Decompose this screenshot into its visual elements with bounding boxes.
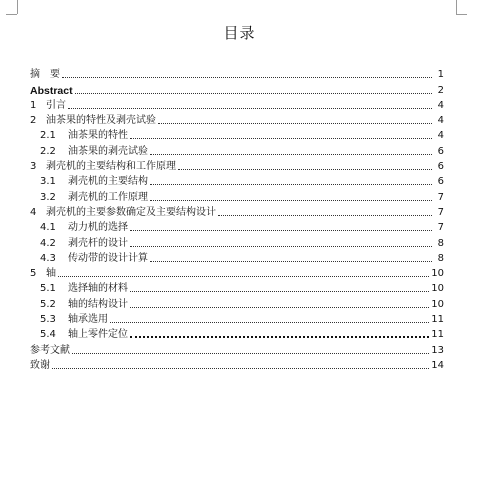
toc-entry[interactable] [30,158,444,173]
toc-entry-page-number: 6 [437,145,444,157]
toc-entry-title: 轴上零件定位 [68,329,128,341]
toc-dot-leader [158,123,432,124]
toc-entry-page-number: 10 [431,298,444,310]
toc-dot-leader [58,276,429,277]
toc-entry-title: 致谢 [30,359,50,371]
toc-entry-number: 2.1 [40,130,56,142]
toc-entry-page-number: 4 [437,130,444,142]
crop-mark-top-left-vertical [17,0,18,14]
toc-dot-leader [150,200,432,201]
toc-dot-leader [68,108,432,109]
toc-entry-page-number: 7 [437,206,444,218]
toc-dot-leader [150,261,432,262]
toc-entry-page-number: 4 [437,99,444,111]
toc-entry[interactable] [30,326,444,341]
toc-entry[interactable] [30,341,444,356]
toc-entry[interactable] [30,112,444,127]
toc-entry-title: 轴的结构设计 [68,298,128,310]
toc-entry-title: 传动带的设计计算 [68,252,148,264]
toc-entry[interactable] [30,142,444,157]
toc-entry-title: 动力机的选择 [68,222,128,234]
toc-dot-leader [130,230,432,231]
toc-entry-number: 4 [30,206,37,218]
toc-entry-number: 5.3 [40,314,56,326]
crop-mark-top-left-horizontal [6,14,17,15]
toc-entry-title: 参考文献 [30,344,70,356]
toc-dot-leader [130,138,432,139]
toc-entry-page-number: 11 [431,329,444,341]
toc-entry-number: 4.3 [40,252,56,264]
toc-entry[interactable] [30,66,444,81]
toc-entry-page-number: 2 [437,84,444,96]
toc-dot-leader [130,246,432,247]
toc-dot-leader [130,307,429,308]
toc-entry-title: 油茶果的剥壳试验 [68,145,148,157]
toc-dot-leader [150,154,432,155]
toc-entry-title: 引言 [46,99,66,111]
toc-entry-title: 选择轴的材料 [68,283,128,295]
toc-entry[interactable] [30,295,444,310]
crop-mark-top-right-horizontal [456,14,467,15]
toc-entry-title: 剥壳机的主要参数确定及主要结构设计 [46,206,216,218]
toc-entry[interactable] [30,234,444,249]
toc-entry-number: 3.2 [40,191,56,203]
toc-entry-page-number: 14 [431,359,444,371]
toc-dot-leader [75,93,432,94]
toc-dot-leader [72,353,429,354]
toc-entry-title: 油茶果的特性 [68,130,128,142]
toc-entry-page-number: 13 [431,344,444,356]
toc-entry-page-number: 6 [437,176,444,188]
toc-entry-page-number: 7 [437,191,444,203]
toc-entry[interactable] [30,97,444,112]
toc-entry-number: 4.1 [40,222,56,234]
toc-entry-number: 5.2 [40,298,56,310]
page-title: 目录 [223,24,256,42]
toc-entry-page-number: 6 [437,161,444,173]
toc-dot-leader [110,322,429,323]
toc-entry-page-number: 11 [431,314,444,326]
toc-entry[interactable] [30,127,444,142]
toc-entry-title: 剥壳杆的设计 [68,237,128,249]
toc-entry[interactable] [30,81,444,96]
toc-entry-title: 轴承选用 [68,314,108,326]
toc-entry-page-number: 1 [437,69,444,81]
toc-entry-title: 剥壳机的工作原理 [68,191,148,203]
toc-entry[interactable] [30,357,444,372]
toc-dot-leader [150,184,432,185]
toc-dot-leader [130,291,429,292]
toc-entry-page-number: 4 [437,115,444,127]
toc-entry-number: 3.1 [40,176,56,188]
toc-entry-title: 油茶果的特性及剥壳试验 [46,115,156,127]
toc-entry[interactable] [30,219,444,234]
toc-entry[interactable] [30,265,444,280]
toc-entry[interactable] [30,188,444,203]
toc-dot-leader [178,169,432,170]
toc-entry-page-number: 10 [431,283,444,295]
crop-mark-top-right-vertical [456,0,457,14]
toc-dot-leader [52,368,429,369]
toc-entry[interactable] [30,173,444,188]
toc-entry[interactable] [30,280,444,295]
toc-entry-number: 5.1 [40,283,56,295]
toc-entry-page-number: 8 [437,237,444,249]
toc-dot-leader [62,77,432,78]
toc-entry[interactable] [30,311,444,326]
toc-entry-number: 5.4 [40,329,56,341]
toc-entry-title: 轴 [46,268,56,280]
toc-entry-title: 剥壳机的主要结构和工作原理 [46,161,176,173]
toc-entry-number: 2 [30,115,37,127]
toc-entry-page-number: 7 [437,222,444,234]
toc-entry-page-number: 8 [437,252,444,264]
toc-dot-leader [218,215,432,216]
toc-entry[interactable] [30,204,444,219]
toc-entry-page-number: 10 [431,268,444,280]
toc-entry-number: 2.2 [40,145,56,157]
toc-entry-title: 剥壳机的主要结构 [68,176,148,188]
toc-entry-title: Abstract [30,84,73,97]
toc-entry-number: 1 [30,99,37,111]
toc-entry-number: 4.2 [40,237,56,249]
toc-entry-title: 摘 要 [30,69,60,81]
toc-entry-number: 3 [30,161,37,173]
toc-dot-leader [130,336,429,338]
toc-entry[interactable] [30,250,444,265]
toc-entry-number: 5 [30,268,37,280]
table-of-contents [30,66,444,372]
